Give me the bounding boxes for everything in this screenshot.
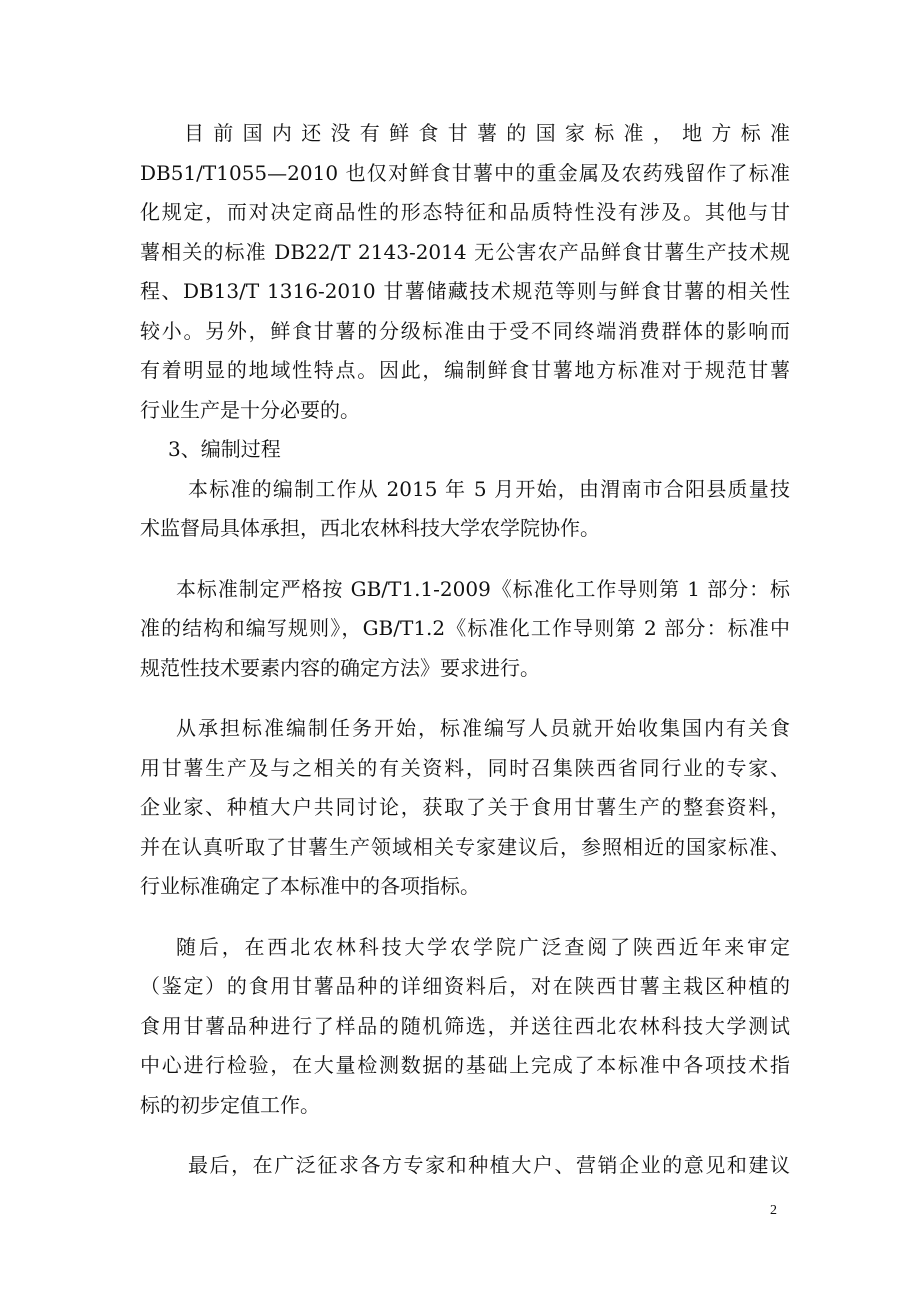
text-line: 目前国内还没有鲜食甘薯的国家标准，地方标准 — [184, 121, 790, 145]
text-line: 行业生产是十分必要的。 — [140, 397, 360, 422]
text-line: 较小。另外，鲜食甘薯的分级标准由于受不同终端消费群体的影响而 — [140, 318, 790, 343]
paragraph-drafting-start — [140, 470, 790, 549]
text-line: 薯相关的标准 DB22/T 2143-2014 无公害农产品鲜食甘薯生产技术规 — [140, 239, 790, 264]
text-line: 准的结构和编写规则》，GB/T1.2《标准化工作导则第 2 部分：标准中 — [140, 616, 790, 640]
text-line: （鉴定）的食用甘薯品种的详细资料后，对在陕西甘薯主栽区种植的 — [140, 974, 790, 998]
text-line: 行业标准确定了本标准中的各项指标。 — [140, 874, 480, 898]
section-heading-drafting-process — [140, 430, 790, 470]
text-line: 本标准制定严格按 GB/T1.1-2009《标准化工作导则第 1 部分：标 — [176, 576, 790, 601]
text-line: 中心进行检验，在大量检测数据的基础上完成了本标准中各项技术指 — [140, 1053, 790, 1077]
text-line: 本标准的编制工作从 2015 年 5 月开始，由渭南市合阳县质量技 — [188, 476, 790, 501]
paragraph-sample-testing — [140, 928, 790, 1126]
text-line: 程、DB13/T 1316-2010 甘薯储藏技术规范等则与鲜食甘薯的相关性 — [140, 279, 790, 303]
text-line: 化规定，而对决定商品性的形态特征和品质特性没有涉及。其他与甘 — [140, 200, 790, 224]
text-line: 术监督局具体承担，西北农林科技大学农学院协作。 — [140, 516, 600, 540]
text-line: 并在认真听取了甘薯生产领域相关专家建议后，参照相近的国家标准、 — [140, 834, 790, 859]
text-line: 标的初步定值工作。 — [140, 1092, 320, 1117]
text-line: 随后，在西北农林科技大学农学院广泛查阅了陕西近年来审定 — [176, 934, 790, 959]
paragraph-standards-status — [140, 114, 790, 430]
text-line: 食用甘薯品种进行了样品的随机筛选，并送往西北农林科技大学测试 — [140, 1013, 790, 1038]
text-line: 有着明显的地域性特点。因此，编制鲜食甘薯地方标准对于规范甘薯 — [140, 358, 790, 382]
paragraph-data-collection — [140, 709, 790, 907]
text-line: 最后，在广泛征求各方专家和种植大户、营销企业的意见和建议 — [188, 1153, 790, 1177]
paragraph-drafting-rules — [140, 570, 790, 689]
text-line: DB51/T1055—2010 也仅对鲜食甘薯中的重金属及农药残留作了标准 — [140, 160, 790, 185]
section-heading: 3、编制过程 — [168, 437, 281, 461]
document-body — [140, 114, 790, 1186]
text-line: 规范性技术要素内容的确定方法》要求进行。 — [140, 655, 540, 680]
text-line: 用甘薯生产及与之相关的有关资料，同时召集陕西省同行业的专家、 — [140, 755, 790, 780]
text-line: 企业家、种植大户共同讨论，获取了关于食用甘薯生产的整套资料， — [140, 795, 790, 819]
paragraph-final-consultation — [140, 1146, 790, 1186]
text-line: 从承担标准编制任务开始，标准编写人员就开始收集国内有关食 — [176, 716, 790, 740]
page-number: 2 — [770, 1203, 777, 1218]
